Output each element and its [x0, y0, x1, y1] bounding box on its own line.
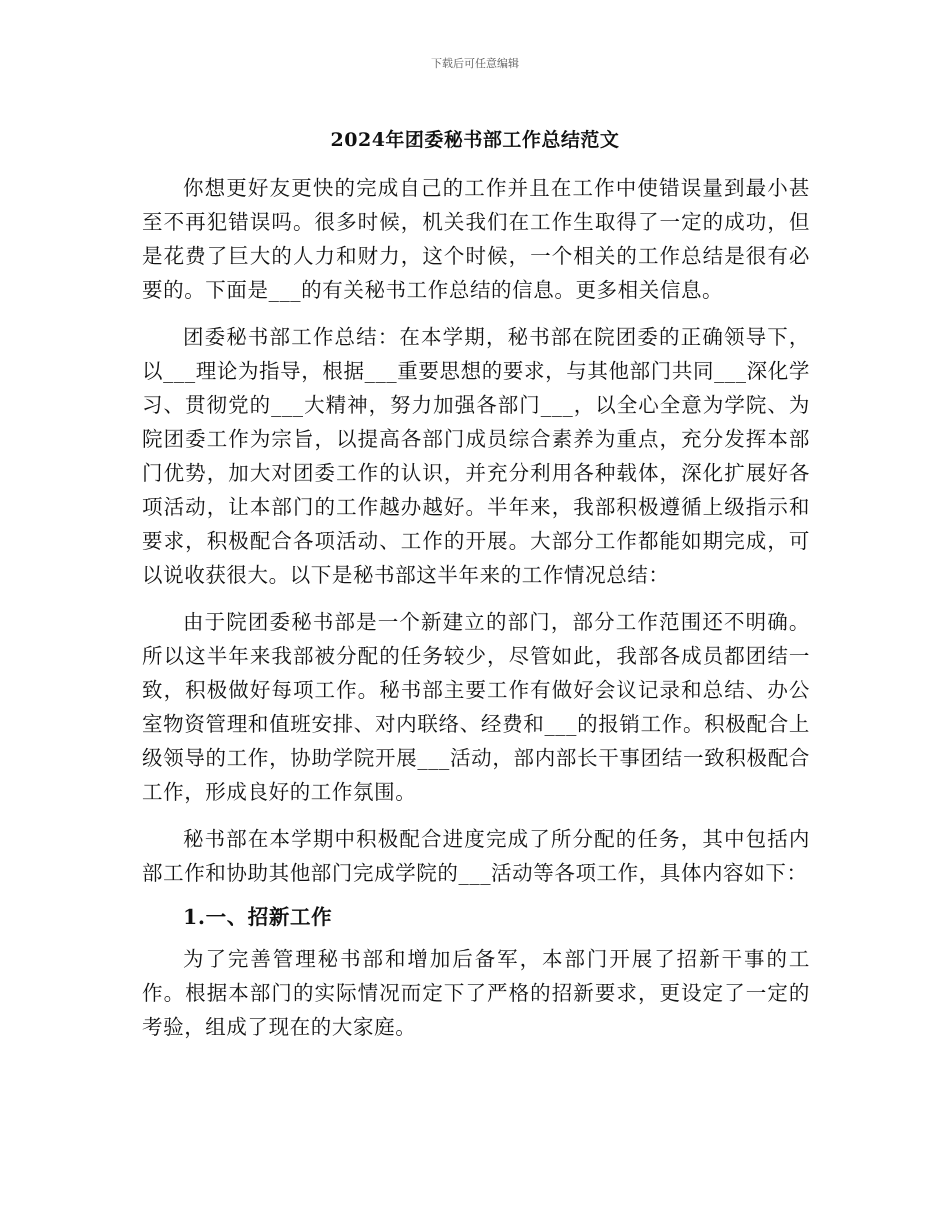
tasks-paragraph: 秘书部在本学期中积极配合进度完成了所分配的任务，其中包括内部工作和协助其他部门完成学院的___活动等各项工作，具体内容如下： — [142, 827, 810, 885]
header-note: 下载后可任意编辑 — [431, 57, 519, 70]
department-paragraph: 由于院团委秘书部是一个新建立的部门，部分工作范围还不明确。所以这半年来我部被分配的任务较少，尽管如此，我部各成员都团结一致，积极做好每项工作。秘书部主要工作有做好会议记录和总结、办公室物资管理和值班安排、对内联络、经费和___的报销工作。积极配合上级领导的工作，协助学院开展___活动，部内部长干事团结一致积极配合工作，形成良好的工作氛围。 — [142, 610, 810, 804]
summary-paragraph: 团委秘书部工作总结：在本学期，秘书部在院团委的正确领导下，以___理论为指导，根据___重要思想的要求，与其他部门共同___深化学习、贯彻党的___大精神，努力加强各部门___，以全心全意为学院、为院团委工作为宗旨，以提高各部门成员综合素养为重点，充分发挥本部门优势，加大对团委工作的认识，并充分利用各种载体，深化扩展好各项活动，让本部门的工作越办越好。半年来，我部积极遵循上级指示和要求，积极配合各项活动、工作的开展。大部分工作都能如期完成，可以说收获很大。以下是秘书部这半年来的工作情况总结： — [142, 325, 810, 587]
document-title: 2024年团委秘书部工作总结范文 — [330, 129, 620, 151]
document-body — [142, 171, 810, 1044]
intro-paragraph: 你想更好友更快的完成自己的工作并且在工作中使错误量到最小甚至不再犯错误吗。很多时候，机关我们在工作生取得了一定的成功，但是花费了巨大的人力和财力，这个时候，一个相关的工作总结是很有必要的。下面是___的有关秘书工作总结的信息。更多相关信息。 — [142, 176, 810, 302]
section-heading: 1.一、招新工作 — [183, 905, 333, 929]
recruitment-paragraph: 为了完善管理秘书部和增加后备军，本部门开展了招新干事的工作。根据本部门的实际情况而定下了严格的招新要求，更设定了一定的考验，组成了现在的大家庭。 — [142, 947, 810, 1039]
